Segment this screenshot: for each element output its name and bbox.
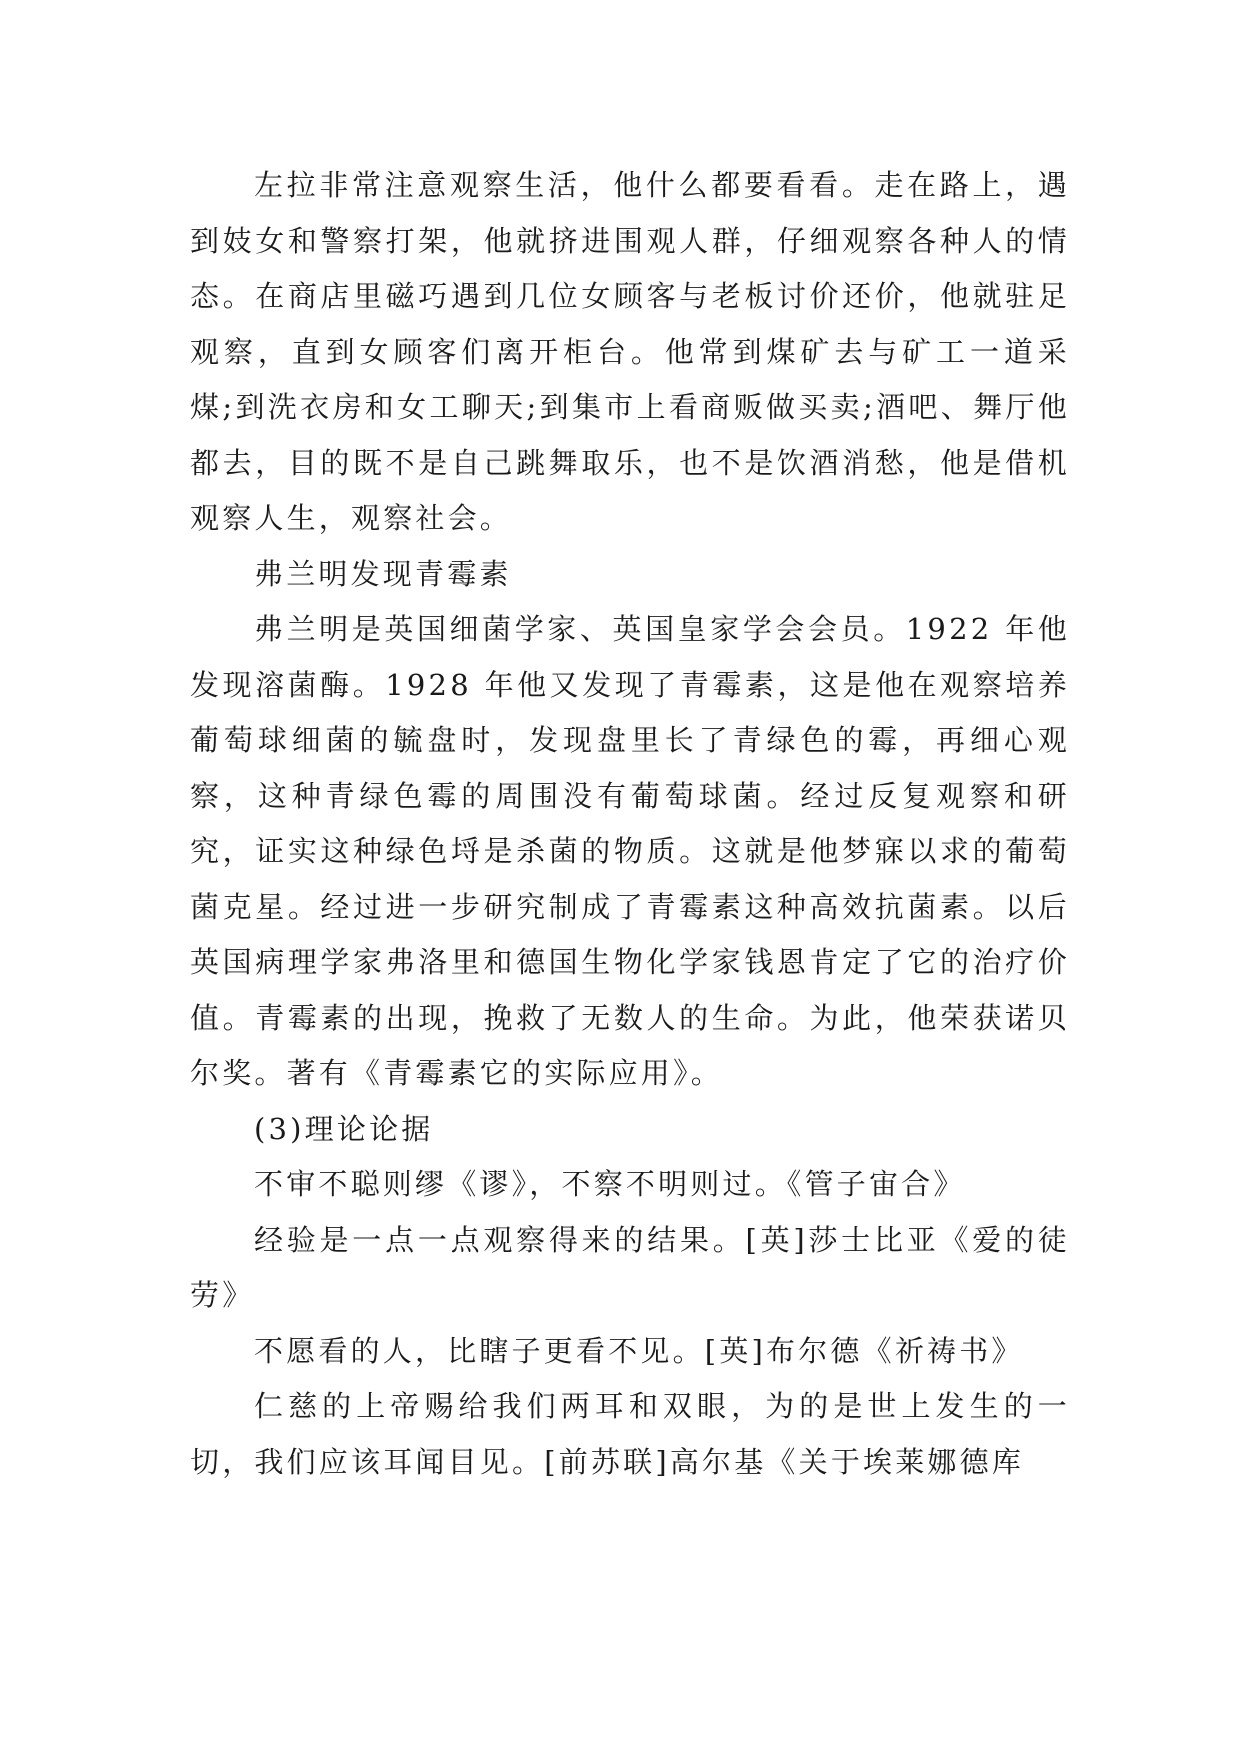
heading-theory: (3)理论论据 (254, 1111, 434, 1146)
document-page (190, 158, 1070, 1490)
quote-guanzi: 不审不聪则缪《谬》，不察不明则过。《管子宙合》 (254, 1167, 966, 1201)
quote-prayer-book: 不愿看的人，比瞎子更看不见。[英]布尔德《祈祷书》 (254, 1333, 1024, 1368)
quote-shakespeare: 经验是一点一点观察得来的结果。[英]莎士比亚《爱的徒劳》 (190, 1222, 1070, 1312)
heading-fleming: 弗兰明发现青霉素 (254, 556, 512, 591)
paragraph-fleming: 弗兰明是英国细菌学家、英国皇家学会会员。1922 年他发现溶菌酶。1928 年他又发现了青霉素，这是他在观察培养葡萄球细菌的毓盘时，发现盘里长了青绿色的霉，再细心观察，这种青绿色霉的周围没有葡萄球菌。经过反复观察和研究，证实这种绿色埒是杀菌的物质。这就是他梦寐以求的葡萄菌克星。经过进一步研究制成了青霉素这种高效抗菌素。以后英国病理学家弗洛里和德国生物化学家钱恩肯定了它的治疗价值。青霉素的出现，挽救了无数人的生命。为此，他荣获诺贝尔奖。著有《青霉素它的实际应用》。 (190, 612, 1070, 1090)
quote-gorky: 仁慈的上帝赐给我们两耳和双眼，为的是世上发生的一切，我们应该耳闻目见。[前苏联]高尔基《关于埃莱娜德库 (190, 1389, 1070, 1479)
paragraph-zola: 左拉非常注意观察生活，他什么都要看看。走在路上，遇到妓女和警察打架，他就挤进围观人群，仔细观察各种人的情态。在商店里磁巧遇到几位女顾客与老板讨价还价，他就驻足观察，直到女顾客们离开柜台。他常到煤矿去与矿工一道采煤;到洗衣房和女工聊天;到集市上看商贩做买卖;酒吧、舞厅他都去，目的既不是自己跳舞取乐，也不是饮酒消愁，他是借机观察人生，观察社会。 (190, 168, 1070, 535)
